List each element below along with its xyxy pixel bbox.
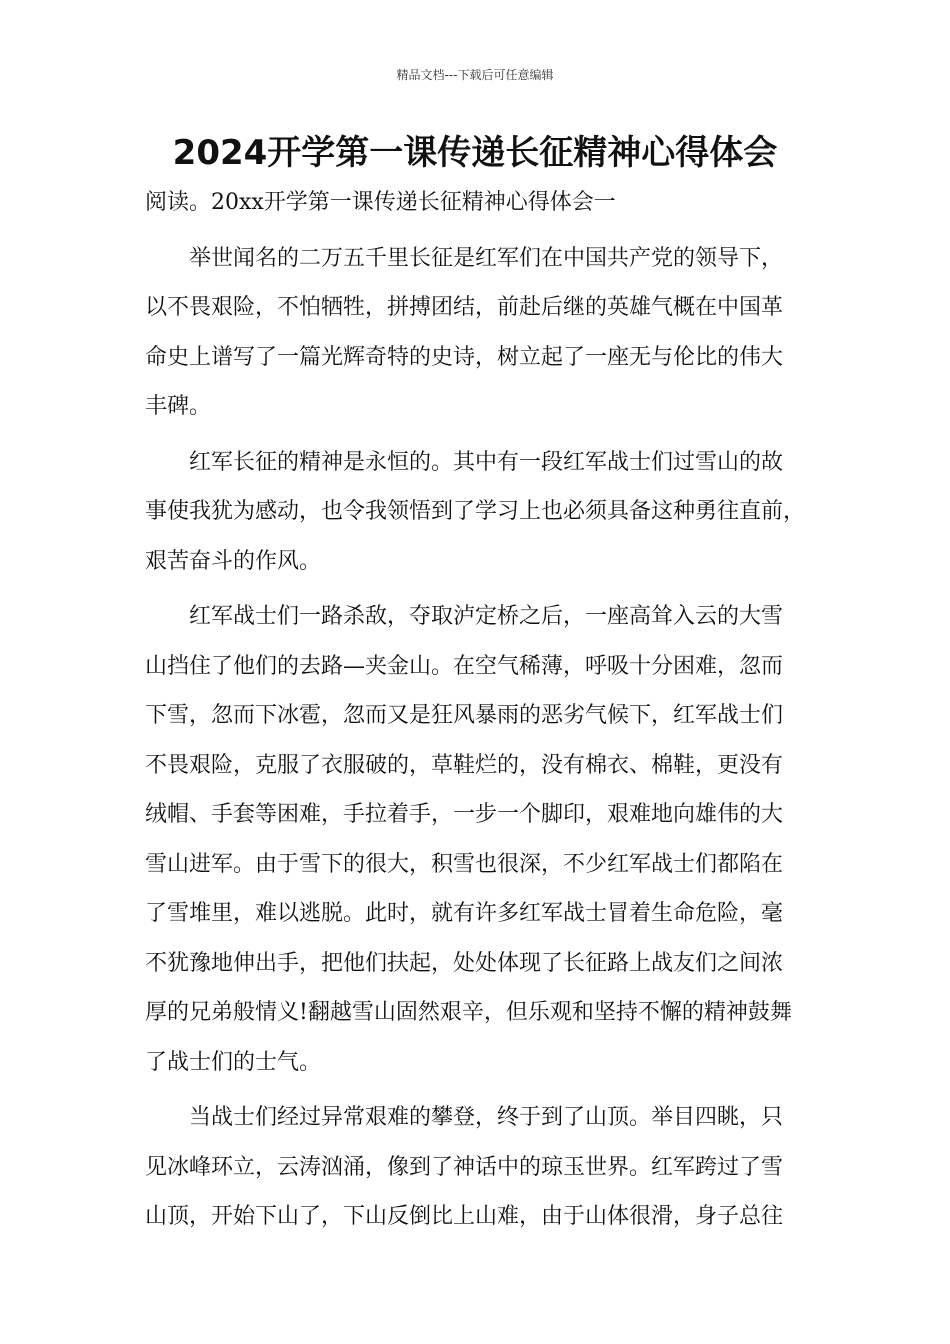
paragraph-3	[145, 592, 821, 1087]
paragraph-1	[145, 234, 821, 432]
paragraph-line: 下雪，忽而下冰雹，忽而又是狂风暴雨的恶劣气候下，红军战士们	[145, 703, 784, 728]
lead-line: 阅读。20xx开学第一课传递长征精神心得体会一	[145, 190, 616, 215]
paragraph-line: 以不畏艰险，不怕牺牲，拼搏团结，前赴后继的英雄气概在中国革	[145, 295, 784, 320]
paragraph-line: 厚的兄弟般情义!翻越雪山固然艰辛，但乐观和坚持不懈的精神鼓舞	[145, 1000, 792, 1025]
paragraph-line: 红军战士们一路杀敌，夺取泸定桥之后，一座高耸入云的大雪	[189, 604, 784, 629]
paragraph-line: 雪山进军。由于雪下的很大，积雪也很深，不少红军战士们都陷在	[145, 851, 784, 877]
paragraph-line: 了战士们的士气。	[145, 1049, 322, 1075]
paragraph-line: 见冰峰环立，云涛汹涌，像到了神话中的琼玉世界。红军跨过了雪	[145, 1154, 784, 1180]
paragraph-line: 举世闻名的二万五千里长征是红军们在中国共产党的领导下，	[189, 245, 784, 271]
document-title: 2024开学第一课传递长征精神心得体会	[172, 133, 778, 173]
paragraph-2	[145, 438, 821, 587]
paragraph-line: 不畏艰险，克服了衣服破的，草鞋烂的，没有棉衣、棉鞋，更没有	[145, 752, 784, 778]
paragraph-line: 绒帽、手套等困难，手拉着手，一步一个脚印，艰难地向雄伟的大	[145, 802, 784, 827]
paragraph-line: 山顶，开始下山了，下山反倒比上山难，由于山体很滑，身子总往	[145, 1204, 784, 1229]
paragraph-line: 丰碑。	[145, 394, 212, 419]
paragraph-line: 命史上谱写了一篇光辉奇特的史诗，树立起了一座无与伦比的伟大	[145, 344, 784, 370]
header-note: 精品文档---下载后可任意编辑	[396, 68, 554, 82]
paragraph-line: 了雪堆里，难以逃脱。此时，就有许多红军战士冒着生命危险，毫	[145, 901, 784, 926]
paragraph-line: 红军长征的精神是永恒的。其中有一段红军战士们过雪山的故	[189, 449, 784, 475]
document-body	[145, 178, 821, 1242]
paragraph-line: 不犹豫地伸出手，把他们扶起，处处体现了长征路上战友们之间浓	[145, 950, 784, 976]
paragraph-line: 艰苦奋斗的作风。	[145, 548, 322, 574]
paragraph-line: 事使我犹为感动，也令我领悟到了学习上也必须具备这种勇往直前，	[145, 499, 806, 524]
paragraph-4	[145, 1093, 821, 1242]
paragraph-line: 当战士们经过异常艰难的攀登，终于到了山顶。举目四眺，只	[189, 1105, 784, 1130]
paragraph-line: 山挡住了他们的去路—夹金山。在空气稀薄，呼吸十分困难，忽而	[145, 653, 784, 679]
